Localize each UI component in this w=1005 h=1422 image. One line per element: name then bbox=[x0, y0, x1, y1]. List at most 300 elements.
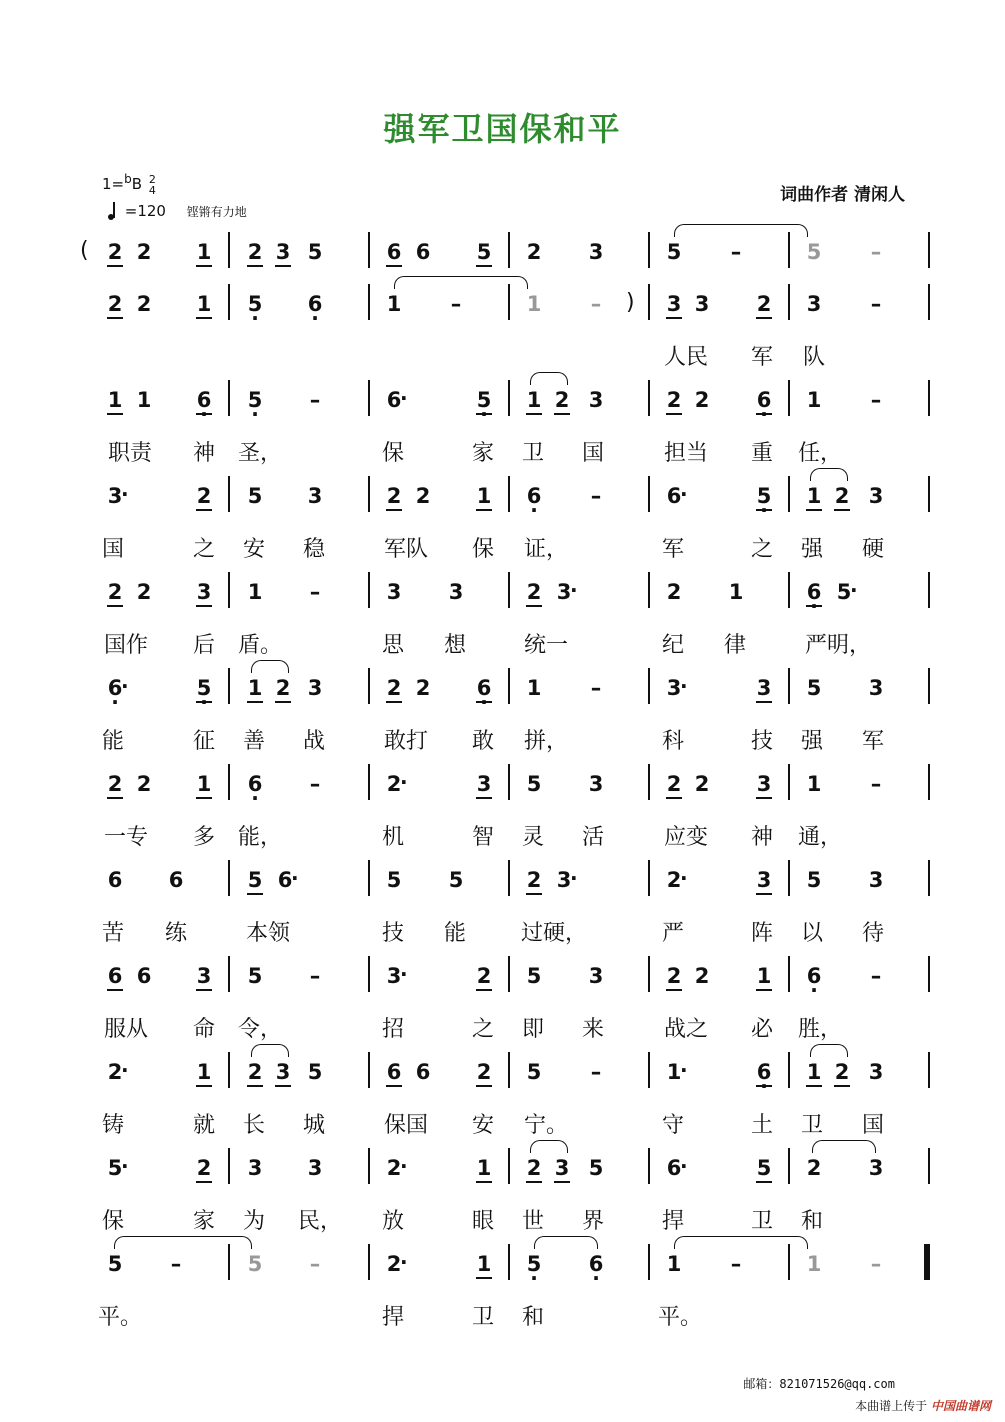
barline bbox=[228, 232, 230, 268]
lyric: 国 bbox=[581, 441, 604, 466]
note: 2 bbox=[136, 292, 152, 316]
note: 2 bbox=[136, 580, 152, 604]
time-top: 2 bbox=[148, 172, 156, 186]
lyric: 能 bbox=[101, 729, 124, 754]
note: 3 bbox=[588, 964, 604, 988]
sustain-dash: – bbox=[170, 1252, 182, 1276]
note: 2 bbox=[384, 484, 404, 508]
barline bbox=[648, 1148, 650, 1184]
note: · 6 bbox=[194, 388, 214, 412]
note: · 6 · bbox=[105, 676, 125, 700]
note: 3 bbox=[868, 676, 884, 700]
note: 2 bbox=[474, 964, 494, 988]
note: 1 bbox=[247, 580, 263, 604]
note: 3 bbox=[307, 676, 323, 700]
note: 2 bbox=[694, 388, 710, 412]
barline bbox=[648, 284, 650, 320]
lyric: 人民 bbox=[663, 345, 708, 370]
barline bbox=[368, 1052, 370, 1088]
barline bbox=[788, 668, 790, 704]
note: 2 bbox=[526, 240, 542, 264]
barline bbox=[368, 956, 370, 992]
repeat-paren: ( bbox=[80, 238, 89, 263]
note: 3 · bbox=[554, 580, 574, 604]
note: 3 bbox=[754, 772, 774, 796]
note: 2 · bbox=[384, 1252, 404, 1276]
barline bbox=[788, 476, 790, 512]
lyric: 军队 bbox=[383, 537, 428, 562]
lyric: 过硬， bbox=[520, 921, 587, 946]
lyric: 和 bbox=[800, 1209, 823, 1234]
note: 5 bbox=[526, 964, 542, 988]
note: 2 bbox=[694, 964, 710, 988]
note: 1 bbox=[804, 1060, 824, 1084]
lyric: 强 bbox=[800, 729, 823, 754]
slur-tie bbox=[812, 1140, 876, 1153]
footer-email: 邮箱：821071526@qq.com bbox=[743, 1377, 895, 1391]
lyric: 军 bbox=[861, 729, 884, 754]
note: 2 bbox=[666, 580, 682, 604]
lyric: 家 bbox=[471, 441, 494, 466]
lyric: 令， bbox=[237, 1017, 282, 1042]
lyric: 一专 bbox=[103, 825, 148, 850]
barline bbox=[508, 764, 510, 800]
note: 6 bbox=[415, 240, 431, 264]
barline bbox=[228, 1244, 230, 1280]
note: 1 bbox=[194, 240, 214, 264]
note: · 6 bbox=[754, 388, 774, 412]
barline bbox=[368, 764, 370, 800]
score-row bbox=[0, 964, 1005, 1060]
lyric: 活 bbox=[581, 825, 604, 850]
lyric: 后 bbox=[192, 633, 215, 658]
lyric: 阵 bbox=[750, 921, 773, 946]
note: 3 bbox=[273, 1060, 293, 1084]
score-row bbox=[0, 292, 1005, 388]
note: 2 bbox=[832, 484, 852, 508]
lyric: 铸 bbox=[101, 1113, 124, 1138]
note: 6 bbox=[384, 1060, 404, 1084]
note: 3 bbox=[868, 868, 884, 892]
tempo-marking bbox=[108, 202, 247, 220]
lyric: 保 bbox=[381, 441, 404, 466]
barline bbox=[228, 1052, 230, 1088]
lyric: 国 bbox=[101, 537, 124, 562]
note: 2 bbox=[664, 772, 684, 796]
song-title: 强军卫国保和平 bbox=[383, 110, 622, 148]
note: 1 bbox=[526, 292, 542, 316]
note: 2 bbox=[415, 484, 431, 508]
lyric: 统一 bbox=[523, 633, 568, 658]
slur-tie bbox=[674, 1236, 808, 1249]
note: 3 · bbox=[554, 868, 574, 892]
note: 2 · bbox=[105, 1060, 125, 1084]
lyric: 国作 bbox=[103, 633, 148, 658]
note: 5 bbox=[806, 676, 822, 700]
note: · 5 bbox=[245, 388, 265, 412]
barline bbox=[928, 1148, 930, 1184]
lyric: 之 bbox=[192, 537, 215, 562]
sustain-dash: – bbox=[730, 1252, 742, 1276]
lyric: 卫 bbox=[521, 441, 544, 466]
lyric: 敢 bbox=[471, 729, 494, 754]
lyric: 盾。 bbox=[237, 633, 282, 658]
barline bbox=[928, 764, 930, 800]
lyric: 安 bbox=[242, 537, 265, 562]
lyric: 重 bbox=[750, 441, 773, 466]
lyric: 严 bbox=[661, 921, 684, 946]
note: 1 bbox=[474, 484, 494, 508]
lyric: 来 bbox=[581, 1017, 604, 1042]
score-row bbox=[0, 676, 1005, 772]
note: · 5 bbox=[245, 292, 265, 316]
slur-tie bbox=[394, 276, 528, 289]
note: 5 bbox=[666, 240, 682, 264]
barline bbox=[788, 380, 790, 416]
lyric: 城 bbox=[302, 1113, 325, 1138]
lyric: 硬 bbox=[861, 537, 884, 562]
sustain-dash: – bbox=[870, 964, 882, 988]
lyric: 命 bbox=[192, 1017, 215, 1042]
barline bbox=[368, 380, 370, 416]
note: 1 bbox=[526, 676, 542, 700]
note: · 5 bbox=[194, 676, 214, 700]
note: 2 bbox=[474, 1060, 494, 1084]
lyric: 宁。 bbox=[523, 1113, 568, 1138]
note: 5 bbox=[754, 1156, 774, 1180]
note: 1 bbox=[386, 292, 402, 316]
barline bbox=[648, 860, 650, 896]
lyric: 智 bbox=[471, 825, 494, 850]
lyric: 职责 bbox=[107, 441, 152, 466]
lyric: 拼， bbox=[523, 729, 568, 754]
barline bbox=[508, 1052, 510, 1088]
sustain-dash: – bbox=[590, 484, 602, 508]
slur-tie bbox=[530, 1140, 568, 1153]
lyric: 眼 bbox=[471, 1209, 494, 1234]
note: 6 bbox=[105, 964, 125, 988]
note: 1 · bbox=[664, 1060, 684, 1084]
sustain-dash: – bbox=[309, 964, 321, 988]
sustain-dash: – bbox=[730, 240, 742, 264]
note: 2 bbox=[694, 772, 710, 796]
note: 5 bbox=[806, 868, 822, 892]
lyric: 以 bbox=[800, 921, 823, 946]
lyric: 捍 bbox=[381, 1305, 404, 1330]
lyric: 民， bbox=[297, 1209, 342, 1234]
barline bbox=[228, 284, 230, 320]
barline bbox=[648, 232, 650, 268]
note: · 6 bbox=[754, 1060, 774, 1084]
repeat-paren: ) bbox=[626, 290, 635, 315]
barline bbox=[228, 380, 230, 416]
expression-marking: 铿锵有力地 bbox=[186, 205, 247, 219]
lyric: 练 bbox=[164, 921, 187, 946]
slur-tie bbox=[251, 660, 289, 673]
note: 5 bbox=[247, 484, 263, 508]
lyric: 征 bbox=[192, 729, 215, 754]
barline bbox=[228, 572, 230, 608]
lyric: 善 bbox=[242, 729, 265, 754]
barline bbox=[228, 860, 230, 896]
barline bbox=[368, 284, 370, 320]
lyric: 严明， bbox=[804, 633, 871, 658]
note: 5 bbox=[107, 1252, 123, 1276]
barline bbox=[508, 1244, 510, 1280]
note: 3 bbox=[307, 1156, 323, 1180]
note: 2 · bbox=[664, 868, 684, 892]
barline bbox=[788, 1052, 790, 1088]
barline bbox=[648, 1244, 650, 1280]
sustain-dash: – bbox=[870, 772, 882, 796]
slur-tie bbox=[251, 1044, 289, 1057]
barline bbox=[788, 232, 790, 268]
barline bbox=[788, 284, 790, 320]
lyric: 国 bbox=[861, 1113, 884, 1138]
sustain-dash: – bbox=[309, 580, 321, 604]
note: 3 bbox=[694, 292, 710, 316]
note: 3 bbox=[194, 964, 214, 988]
lyric: 担当 bbox=[663, 441, 708, 466]
note: 6 · bbox=[664, 484, 684, 508]
note: 3 bbox=[806, 292, 822, 316]
lyric: 服从 bbox=[103, 1017, 148, 1042]
note: 6 bbox=[168, 868, 184, 892]
barline bbox=[928, 668, 930, 704]
site-logo: 中国曲谱网 bbox=[930, 1399, 991, 1413]
note: 2 bbox=[136, 772, 152, 796]
note: 3 bbox=[307, 484, 323, 508]
flat-sign: b bbox=[124, 172, 132, 186]
note: 3 bbox=[754, 676, 774, 700]
lyric: 守 bbox=[661, 1113, 684, 1138]
lyric: 为 bbox=[242, 1209, 265, 1234]
note: 3 bbox=[588, 772, 604, 796]
lyric: 任， bbox=[797, 441, 842, 466]
lyric: 保 bbox=[471, 537, 494, 562]
time-bottom: 4 bbox=[148, 183, 156, 197]
note: 6 · bbox=[384, 388, 404, 412]
lyric: 本领 bbox=[245, 921, 290, 946]
barline bbox=[788, 1148, 790, 1184]
note: 6 bbox=[136, 964, 152, 988]
note: · 5 bbox=[754, 484, 774, 508]
note: 3 bbox=[588, 388, 604, 412]
lyric: 思 bbox=[381, 633, 404, 658]
note: 1 bbox=[194, 292, 214, 316]
barline bbox=[508, 956, 510, 992]
barline bbox=[368, 476, 370, 512]
note: 5 bbox=[448, 868, 464, 892]
lyric: 神 bbox=[192, 441, 215, 466]
barline bbox=[508, 860, 510, 896]
barline bbox=[648, 668, 650, 704]
barline bbox=[928, 572, 930, 608]
footer-upload bbox=[855, 1397, 991, 1414]
lyric: 机 bbox=[381, 825, 404, 850]
lyric: 卫 bbox=[750, 1209, 773, 1234]
note: 3 bbox=[194, 580, 214, 604]
key-signature bbox=[102, 172, 156, 196]
note: 3 bbox=[448, 580, 464, 604]
lyric: 技 bbox=[381, 921, 404, 946]
lyric: 平。 bbox=[97, 1305, 142, 1330]
lyric: 应变 bbox=[663, 825, 708, 850]
lyric: 胜， bbox=[797, 1017, 842, 1042]
sustain-dash: – bbox=[309, 1252, 321, 1276]
lyric: 保 bbox=[101, 1209, 124, 1234]
lyric: 科 bbox=[661, 729, 684, 754]
barline bbox=[928, 232, 930, 268]
score-row bbox=[0, 1252, 1005, 1348]
lyric: 强 bbox=[800, 537, 823, 562]
lyric: 军 bbox=[661, 537, 684, 562]
sustain-dash: – bbox=[309, 388, 321, 412]
note: · 6 bbox=[474, 676, 494, 700]
barline bbox=[928, 956, 930, 992]
barline bbox=[788, 764, 790, 800]
note: 6 · bbox=[664, 1156, 684, 1180]
barline bbox=[928, 476, 930, 512]
lyric: 招 bbox=[381, 1017, 404, 1042]
lyric: 家 bbox=[192, 1209, 215, 1234]
note: 3 bbox=[552, 1156, 572, 1180]
note: 3 bbox=[754, 868, 774, 892]
note: 2 bbox=[524, 868, 544, 892]
author-credit: 词曲作者 清闲人 bbox=[780, 185, 905, 205]
barline bbox=[228, 668, 230, 704]
note: 3 · bbox=[664, 676, 684, 700]
note: 2 bbox=[524, 580, 544, 604]
note: 1 bbox=[194, 1060, 214, 1084]
lyric: 之 bbox=[471, 1017, 494, 1042]
lyric: 安 bbox=[471, 1113, 494, 1138]
lyric: 圣， bbox=[237, 441, 282, 466]
note: 2 bbox=[384, 676, 404, 700]
barline bbox=[928, 284, 930, 320]
lyric: 能 bbox=[443, 921, 466, 946]
barline bbox=[508, 284, 510, 320]
barline bbox=[928, 380, 930, 416]
lyric: 之 bbox=[750, 537, 773, 562]
lyric: 卫 bbox=[800, 1113, 823, 1138]
note: 2 · bbox=[384, 1156, 404, 1180]
barline bbox=[368, 1244, 370, 1280]
note: · 6 bbox=[804, 964, 824, 988]
note: 2 bbox=[105, 580, 125, 604]
lyric: 通， bbox=[797, 825, 842, 850]
note: 2 bbox=[664, 964, 684, 988]
note: 5 bbox=[474, 240, 494, 264]
tempo-value: =120 bbox=[124, 202, 166, 220]
lyric: 神 bbox=[750, 825, 773, 850]
lyric: 律 bbox=[723, 633, 746, 658]
note: 5 bbox=[307, 1060, 323, 1084]
note: 3 bbox=[474, 772, 494, 796]
note: 3 bbox=[868, 1156, 884, 1180]
lyric: 即 bbox=[521, 1017, 544, 1042]
barline bbox=[228, 476, 230, 512]
lyric: 灵 bbox=[521, 825, 544, 850]
quarter-note-icon bbox=[108, 214, 114, 220]
note: 3 bbox=[588, 240, 604, 264]
note: · 6 bbox=[586, 1252, 606, 1276]
barline bbox=[788, 1244, 790, 1280]
score-row bbox=[0, 388, 1005, 484]
note: 3 bbox=[664, 292, 684, 316]
note: 6 bbox=[415, 1060, 431, 1084]
note: · 6 bbox=[804, 580, 824, 604]
barline bbox=[508, 232, 510, 268]
slur-tie bbox=[810, 1044, 848, 1057]
note: 1 bbox=[524, 388, 544, 412]
barline bbox=[508, 572, 510, 608]
note: 1 bbox=[806, 772, 822, 796]
note: 5 bbox=[247, 964, 263, 988]
lyric: 捍 bbox=[661, 1209, 684, 1234]
note: 2 bbox=[273, 676, 293, 700]
barline bbox=[928, 860, 930, 896]
barline bbox=[648, 1052, 650, 1088]
key-tonic: B bbox=[131, 175, 143, 193]
barline bbox=[368, 572, 370, 608]
note: 6 bbox=[107, 868, 123, 892]
note: · 6 bbox=[245, 772, 265, 796]
lyric: 放 bbox=[381, 1209, 404, 1234]
lyric: 世 bbox=[521, 1209, 544, 1234]
note: 3 bbox=[247, 1156, 263, 1180]
lyric: 纪 bbox=[661, 633, 684, 658]
note: 1 bbox=[806, 388, 822, 412]
final-barline bbox=[924, 1244, 930, 1280]
barline bbox=[508, 476, 510, 512]
note: 3 bbox=[386, 580, 402, 604]
note: 2 bbox=[664, 388, 684, 412]
note: 3 bbox=[868, 484, 884, 508]
score-row bbox=[0, 580, 1005, 676]
note: 1 bbox=[806, 1252, 822, 1276]
lyric: 技 bbox=[750, 729, 773, 754]
note: 5 bbox=[245, 868, 265, 892]
note: · 6 bbox=[524, 484, 544, 508]
slur-tie bbox=[810, 468, 848, 481]
note: 5 · bbox=[105, 1156, 125, 1180]
lyric: 界 bbox=[581, 1209, 604, 1234]
lyric: 军 bbox=[750, 345, 773, 370]
note: 5 bbox=[526, 772, 542, 796]
note: 2 bbox=[136, 240, 152, 264]
barline bbox=[648, 572, 650, 608]
lyric: 土 bbox=[750, 1113, 773, 1138]
lyric: 战之 bbox=[663, 1017, 708, 1042]
lyric: 保国 bbox=[383, 1113, 428, 1138]
lyric: 多 bbox=[192, 825, 215, 850]
lyric: 队 bbox=[802, 345, 825, 370]
note: 2 bbox=[552, 388, 572, 412]
score-row bbox=[0, 772, 1005, 868]
note: 2 bbox=[194, 1156, 214, 1180]
barline bbox=[648, 476, 650, 512]
slur-tie bbox=[534, 1236, 598, 1249]
lyric: 和 bbox=[521, 1305, 544, 1330]
barline bbox=[648, 380, 650, 416]
barline bbox=[508, 380, 510, 416]
note: 2 bbox=[245, 1060, 265, 1084]
barline bbox=[648, 764, 650, 800]
note: 5 · bbox=[834, 580, 854, 604]
lyric: 卫 bbox=[471, 1305, 494, 1330]
slur-tie bbox=[114, 1236, 252, 1249]
